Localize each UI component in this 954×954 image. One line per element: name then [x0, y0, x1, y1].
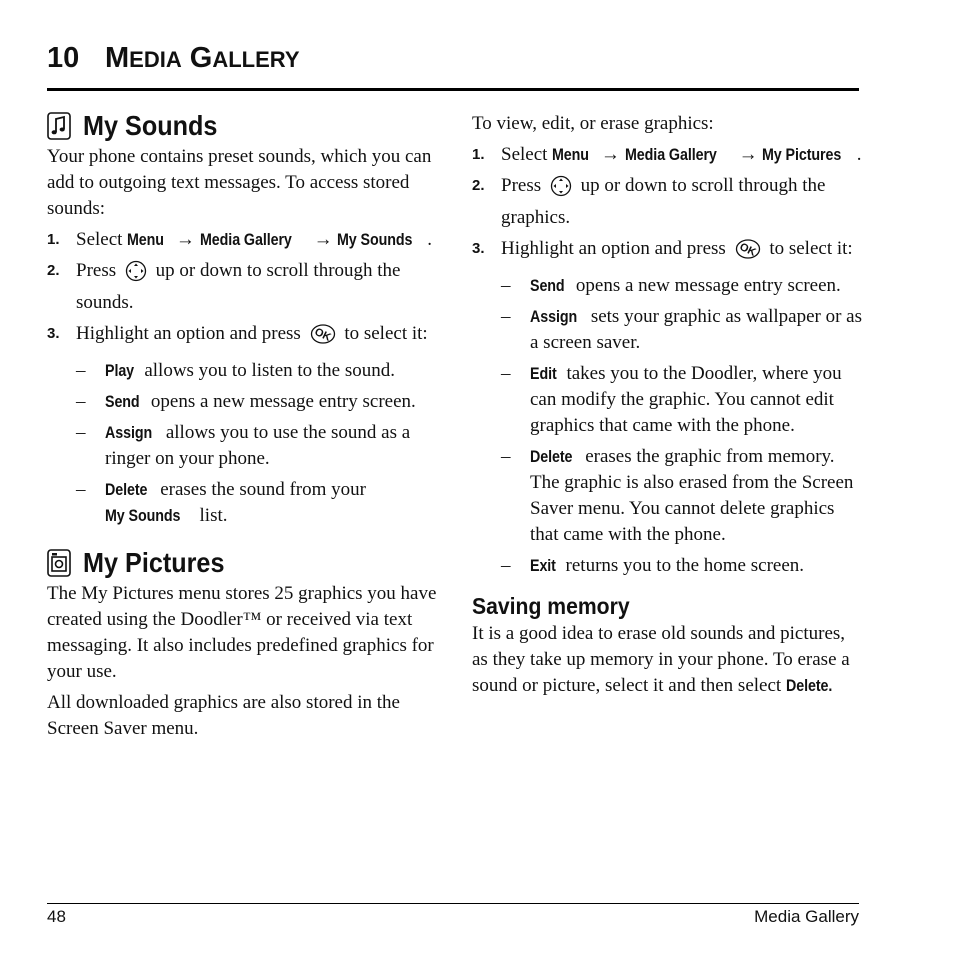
my-pictures-paragraph-2: All downloaded graphics are also stored in the Screen Saver menu. [47, 692, 400, 739]
navigation-key-icon [125, 260, 147, 290]
graphics-step-2: 2. Press up or down to scroll through the graphics. [472, 175, 826, 228]
svg-text:OK: OK [737, 240, 758, 259]
my-pictures-heading: My Pictures [47, 545, 439, 581]
page-number: 48 [47, 907, 66, 926]
my-sounds-heading: My Sounds [47, 108, 439, 144]
graphics-step-1: 1. Select Menu → Media Gallery → My Pictures . [472, 144, 862, 165]
ok-key-icon [310, 323, 336, 353]
graphics-option-edit: – Edit takes you to the Doodler, where you can modify the graphic. You cannot edit graphics that came with the phone. [501, 363, 842, 436]
picture-frame-icon [47, 549, 71, 577]
ok-key-icon [735, 238, 761, 268]
saving-memory-paragraph: It is a good idea to erase old sounds and pictures, as they take up memory in your phone. To erase a sound or picture, select it and then select Delete. [472, 623, 850, 696]
graphics-intro: To view, edit, or erase graphics: [472, 113, 714, 134]
sounds-step-2: 2. Press up or down to scroll through the sounds. [47, 260, 401, 313]
page-footer [47, 903, 859, 934]
right-column [472, 111, 864, 704]
sounds-option-send: – Send opens a new message entry screen. [76, 391, 416, 412]
svg-text:OK: OK [312, 325, 333, 344]
sounds-option-delete: – Delete erases the sound from your My Sounds list. [76, 479, 366, 526]
saving-memory-heading: Saving memory [472, 593, 630, 619]
music-note-icon [47, 112, 71, 140]
sounds-step-3: 3. Highlight an option and press OK to select it: [47, 321, 439, 353]
sounds-option-play: – Play allows you to listen to the sound. [76, 360, 396, 381]
graphics-option-send: – Send opens a new message entry screen. [501, 275, 841, 296]
sounds-step-1: 1. Select Menu → Media Gallery → My Sounds . [47, 229, 432, 250]
navigation-key-icon [550, 175, 572, 205]
graphics-option-assign: – Assign sets your graphic as wallpaper or as a screen saver. [501, 306, 863, 353]
chapter-title: MEDIA GALLERY [105, 42, 300, 74]
left-column [47, 108, 439, 747]
sounds-option-assign: – Assign allows you to use the sound as a ringer on your phone. [76, 422, 411, 469]
chapter-number: 10 [47, 42, 80, 74]
footer-title: Media Gallery [754, 907, 859, 926]
graphics-step-3: 3. Highlight an option and press OK to select it: [472, 236, 864, 268]
my-sounds-intro: Your phone contains preset sounds, which you can add to outgoing text messages. To access stored sounds: [47, 146, 432, 219]
graphics-option-exit: – Exit returns you to the home screen. [501, 555, 805, 576]
graphics-option-delete: – Delete erases the graphic from memory. The graphic is also erased from the Screen Saver menu. You cannot delete graphics that came with the phone. [501, 446, 854, 545]
my-pictures-paragraph-1: The My Pictures menu stores 25 graphics you have created using the Doodler™ or received via text messaging. It also includes predefined graphics for your use. [47, 583, 437, 682]
chapter-header [47, 42, 859, 91]
